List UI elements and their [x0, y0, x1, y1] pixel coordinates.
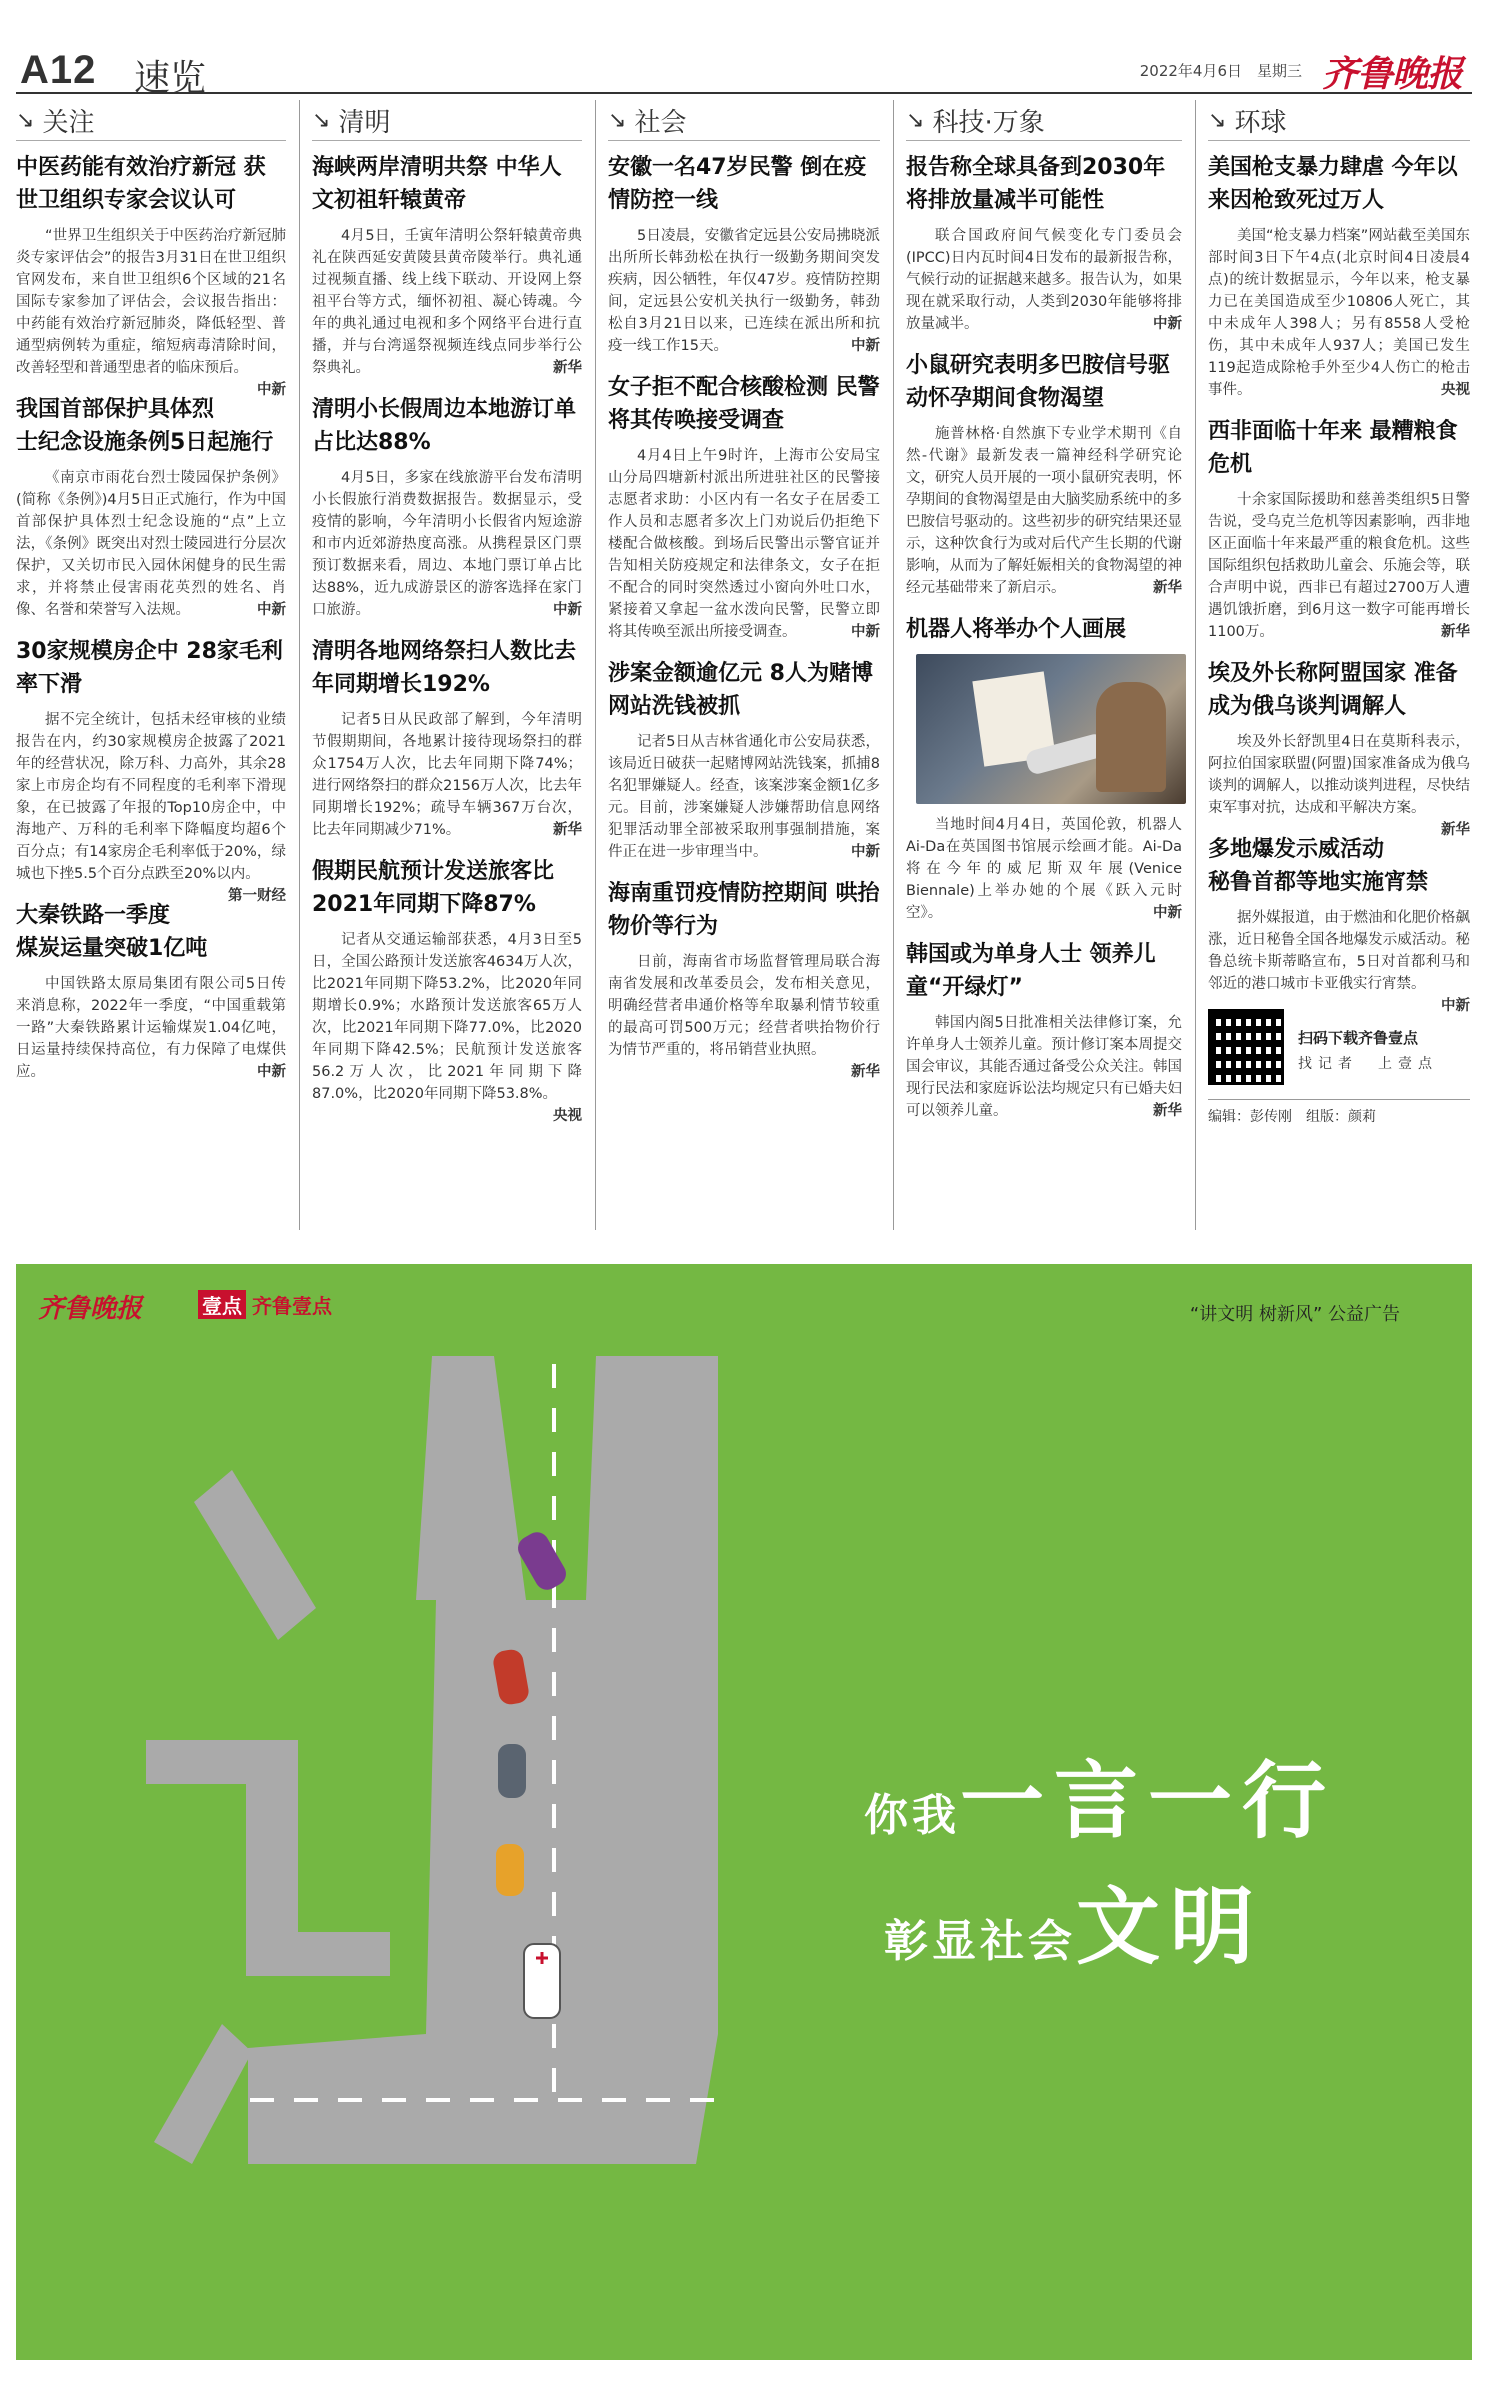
robot-painting-photo	[916, 654, 1186, 804]
article[interactable]	[608, 657, 880, 863]
article[interactable]	[1208, 833, 1470, 1014]
article[interactable]	[16, 899, 286, 1083]
article[interactable]	[906, 613, 1182, 924]
photo-robot-figure	[1096, 682, 1166, 792]
article-source: 新华	[1441, 822, 1470, 838]
arrow-icon: ↘	[312, 107, 331, 133]
ad-app-badge: 壹点	[198, 1290, 246, 1319]
article-source: 中新	[1153, 905, 1182, 921]
column-header: ↘ 关注	[16, 100, 286, 141]
article-source: 中新	[851, 338, 880, 354]
column-divider	[893, 100, 894, 1230]
page-section: 速览	[134, 58, 207, 99]
ad-app-logo: 齐鲁壹点	[252, 1294, 332, 1318]
article[interactable]	[312, 855, 582, 1124]
page-number: A12	[20, 48, 97, 92]
editor-credit: 编辑：彭传刚 组版：颜莉	[1208, 1109, 1376, 1125]
article-headline[interactable]: 海南重罚疫情防控期间 哄抬物价等行为	[608, 881, 880, 939]
article-body: 韩国内阁5日批准相关法律修订案，允许单身人士领养儿童。预计修订案本周提交国会审议，其能否通过备受公众关注。韩国现行民法和家庭诉讼法均规定只有已婚夫妇可以领养儿童。 新华	[906, 1012, 1182, 1122]
article-body: 十余家国际援助和慈善类组织5日警告说，受乌克兰危机等因素影响，西非地区正面临十年来最严重的粮食危机。这些国际组织包括救助儿童会、乐施会等，联合声明中说，西非已有超过2700万人遭遇饥饿折磨，到6月这一数字可能再增长1100万。 新华	[1208, 489, 1470, 643]
article-source: 新华	[553, 822, 582, 838]
masthead	[16, 40, 1472, 99]
article-source: 中新	[851, 844, 880, 860]
article-headline[interactable]: 机器人将举办个人画展	[906, 617, 1127, 642]
column-huanqiu	[1208, 100, 1470, 1230]
article[interactable]	[608, 371, 880, 643]
article[interactable]	[312, 151, 582, 379]
article-headline[interactable]: 西非面临十年来 最糟粮食危机	[1208, 419, 1458, 477]
ad-tagline: “讲文明 树新风” 公益广告	[1189, 1304, 1400, 1325]
article[interactable]	[312, 393, 582, 621]
article-source: 中新	[851, 624, 880, 640]
article-body: 埃及外长舒凯里4日在莫斯科表示，阿拉伯国家联盟(阿盟)国家准备成为俄乌谈判的调解人，以推动谈判进程，尽快结束军事对抗，达成和平解决方案。 新华	[1208, 731, 1470, 819]
column-header: ↘ 社会	[608, 100, 880, 141]
article-headline[interactable]: 30家规模房企中 28家毛利率下滑	[16, 639, 283, 697]
article[interactable]	[16, 151, 286, 398]
qr-block	[1208, 1009, 1470, 1100]
road-dot-stroke	[194, 1470, 316, 1640]
article-body: 中国铁路太原局集团有限公司5日传来消息称，2022年一季度，“中国重载第一路”大秦铁路累计运输煤炭1.04亿吨，日运量持续保持高位，有力保障了电煤供应。 中新	[16, 973, 286, 1083]
article-body: 日前，海南省市场监督管理局联合海南省发展和改革委员会，发布相关意见，明确经营者串通价格等牟取暴利情节较重的最高可罚500万元；经营者哄抬物价行为情节严重的，将吊销营业执照。 新华	[608, 951, 880, 1061]
public-service-ad	[16, 1264, 1472, 2360]
article-body: 记者5日从吉林省通化市公安局获悉，该局近日破获一起赌博网站洗钱案，抓捕8名犯罪嫌疑人。经查，该案涉案金额1亿多元。目前，涉案嫌疑人涉嫌帮助信息网络犯罪活动罪全部被采取刑事强制措施，案件正在进一步审理当中。 中新	[608, 731, 880, 863]
article-headline[interactable]: 大秦铁路一季度 煤炭运量突破1亿吨	[16, 903, 208, 961]
article[interactable]	[312, 635, 582, 841]
article-source: 中新	[1441, 998, 1470, 1014]
article-headline[interactable]: 中医药能有效治疗新冠 获世卫组织专家会议认可	[16, 155, 266, 213]
arrow-icon: ↘	[16, 107, 35, 133]
article-source: 中新	[257, 382, 286, 398]
article-source: 新华	[553, 360, 582, 376]
article[interactable]	[16, 393, 286, 621]
article[interactable]	[1208, 657, 1470, 838]
issue-date: 2022年4月6日 星期三	[1139, 62, 1302, 80]
news-columns	[16, 100, 1472, 1230]
article-body: 4月4日上午9时许，上海市公安局宝山分局四塘新村派出所进驻社区的民警接志愿者求助：小区内有一名女子在居委工作人员和志愿者多次上门劝说后仍拒绝下楼配合做核酸。到场后民警出示警官证并告知相关防疫规定和法律条文，女子在拒不配合的同时突然透过小窗向外吐口水，紧接着又拿起一盆水泼向民警，民警立即将其传唤至派出所接受调查。 中新	[608, 445, 880, 643]
article-headline[interactable]: 海峡两岸清明共祭 中华人文初祖轩辕黄帝	[312, 155, 562, 213]
column-guanzhu	[16, 100, 286, 1230]
arrow-icon: ↘	[1208, 107, 1227, 133]
article-body: 5日凌晨，安徽省定远县公安局拂晓派出所所长韩劲松在执行一级勤务期间突发疾病，因公牺牲，年仅47岁。疫情防控期间，定远县公安机关执行一级勤务，韩劲松自3月21日以来，已连续在派出所和抗疫一线工作15天。 中新	[608, 225, 880, 357]
column-header: ↘ 清明	[312, 100, 582, 141]
article-source: 新华	[851, 1064, 880, 1080]
article-headline[interactable]: 清明各地网络祭扫人数比去年同期增长192%	[312, 639, 577, 697]
article-body: 《南京市雨花台烈士陵园保护条例》(简称《条例》)4月5日正式施行，作为中国首部保护具体烈士纪念设施的“点”上立法，《条例》既突出对烈士陵园进行分层次保护，又关切市民入园休闲健身的民生需求，并将禁止侵害雨花英烈的姓名、肖像、名誉和荣誉写入法规。 中新	[16, 467, 286, 621]
article-headline[interactable]: 美国枪支暴力肆虐 今年以来因枪致死过万人	[1208, 155, 1458, 213]
article[interactable]	[16, 635, 286, 904]
article-source: 中新	[553, 602, 582, 618]
column-divider	[299, 100, 300, 1230]
slogan-line-2: 彰显社会文明	[884, 1877, 1265, 1976]
article-body: 4月5日，多家在线旅游平台发布清明小长假旅行消费数据报告。数据显示，受疫情的影响，今年清明小长假省内短途游和市内近郊游热度高涨。从携程景区门票预订数据来看，周边、本地门票订单占比达88%，近九成游景区的游客选择在家门口旅游。 中新	[312, 467, 582, 621]
article-body: 施普林格·自然旗下专业学术期刊《自然-代谢》最新发表一篇神经科学研究论文，研究人员开展的一项小鼠研究表明，怀孕期间的食物渴望是由大脑奖励系统中的多巴胺信号驱动的。这些初步的研究结果还显示，这种饮食行为或对后代产生长期的代谢影响，从而为了解妊娠相关的食物渴望的神经元基础带来了新启示。 新华	[906, 423, 1182, 599]
article-body: 记者从交通运输部获悉，4月3日至5日，全国公路预计发送旅客4634万人次，比2021年同期下降53.2%，比2020年同期增长0.9%；水路预计发送旅客65万人次，比2021年同期下降77.0%，比2020年同期下降42.5%；民航预计发送旅客56.2万人次，比2021年同期下降87.0%，比2020年同期下降53.8%。 央视	[312, 929, 582, 1105]
column-header: ↘ 环球	[1208, 100, 1470, 141]
article-headline[interactable]: 女子拒不配合核酸检测 民警将其传唤接受调查	[608, 375, 880, 433]
article-headline[interactable]: 涉案金额逾亿元 8人为赌博网站洗钱被抓	[608, 661, 873, 719]
ambulance-icon	[524, 1944, 560, 2018]
road-main	[248, 1356, 718, 2164]
arrow-icon: ↘	[906, 107, 925, 133]
slogan-line-1: 你我一言一行	[864, 1751, 1337, 1850]
article[interactable]	[608, 151, 880, 357]
column-divider	[1195, 100, 1196, 1230]
article-source: 第一财经	[228, 888, 286, 904]
column-shehui	[608, 100, 880, 1230]
article-source: 新华	[1153, 580, 1182, 596]
article[interactable]	[1208, 415, 1470, 643]
article-body: 据不完全统计，包括未经审核的业绩报告在内，约30家规模房企披露了2021年的经营状况，除万科、力高外，其余28家上市房企均有不同程度的毛利率下滑现象，在已披露了年报的Top10房企中，中海地产、万科的毛利率下降幅度均超6个百分点；有14家房企毛利率低于20%，绿城也下挫5.5个百分点跌至20%以内。 第一财经	[16, 709, 286, 885]
article-headline[interactable]: 我国首部保护具体烈士纪念设施条例5日起施行	[16, 397, 274, 455]
article-body: “世界卫生组织关于中医药治疗新冠肺炎专家评估会”的报告3月31日在世卫组织官网发布，来自世卫组织6个区域的21名国际专家参加了评估会，会议报告指出：中药能有效治疗新冠肺炎，降低轻型、普通型病例转为重症，缩短病毒清除时间，改善轻型和普通型患者的临床预后。 中新	[16, 225, 286, 379]
article[interactable]	[906, 938, 1182, 1122]
article-body: 当地时间4月4日，英国伦敦，机器人Ai-Da在英国图书馆展示绘画才能。Ai-Da将在今年的威尼斯双年展(Venice Biennale)上举办她的个展《跃入元时空》。 中新	[906, 814, 1182, 924]
article-body: 记者5日从民政部了解到，今年清明节假期期间，各地累计接待现场祭扫的群众1754万人次，比去年同期下降74%；进行网络祭扫的群众2156万人次，比去年同期增长192%；疏导车辆367万台次，比去年同期减少71%。 新华	[312, 709, 582, 841]
article-body: 美国“枪支暴力档案”网站截至美国东部时间3日下午4点(北京时间4日凌晨4点)的统计数据显示，今年以来，枪支暴力已在美国造成至少10806人死亡，其中未成年人398人；另有8558人受枪伤，其中未成年人937人；美国已发生119起造成除枪手外至少4人伤亡的枪击事件。 央视	[1208, 225, 1470, 401]
column-header: ↘ 科技·万象	[906, 100, 1182, 141]
article[interactable]	[906, 151, 1182, 335]
column-keji	[906, 100, 1182, 1230]
article-source: 中新	[257, 602, 286, 618]
column-qingming	[312, 100, 582, 1230]
newspaper-logo: 齐鲁晚报	[1321, 53, 1462, 95]
article-body: 据外媒报道，由于燃油和化肥价格飙涨，近日秘鲁全国各地爆发示威活动。秘鲁总统卡斯蒂略宣布，5日对首都利马和邻近的港口城市卡亚俄实行宵禁。 中新	[1208, 907, 1470, 995]
qr-caption: 扫码下载齐鲁壹点	[1298, 1029, 1419, 1047]
article-headline[interactable]: 安徽一名47岁民警 倒在疫情防控一线	[608, 155, 867, 213]
road-bend-stroke	[146, 1740, 390, 1976]
article-source: 央视	[553, 1108, 582, 1124]
road-tick-stroke	[154, 2024, 252, 2164]
article[interactable]	[608, 877, 880, 1080]
article-source: 中新	[257, 1064, 286, 1080]
article[interactable]	[906, 349, 1182, 599]
article-source: 新华	[1441, 624, 1470, 640]
column-divider	[595, 100, 596, 1230]
qr-subcaption: 找记者 上壹点	[1298, 1056, 1438, 1072]
arrow-icon: ↘	[608, 107, 627, 133]
article-headline[interactable]: 埃及外长称阿盟国家 准备成为俄乌谈判调解人	[1208, 661, 1458, 719]
article-headline[interactable]: 韩国或为单身人士 领养儿童“开绿灯”	[906, 942, 1156, 1000]
article-body: 联合国政府间气候变化专门委员会(IPCC)日内瓦时间4日发布的最新报告称，气候行动的证据越来越多。报告认为，如果现在就采取行动，人类到2030年能够将排放量减半。 中新	[906, 225, 1182, 335]
gray-car-icon	[498, 1744, 526, 1798]
article-headline[interactable]: 小鼠研究表明多巴胺信号驱动怀孕期间食物渴望	[906, 353, 1171, 411]
article-source: 央视	[1441, 382, 1470, 398]
ad-newspaper-logo: 齐鲁晚报	[38, 1294, 143, 1324]
article-body: 4月5日，壬寅年清明公祭轩辕黄帝典礼在陕西延安黄陵县黄帝陵举行。典礼通过视频直播、线上线下联动、开设网上祭祖平台等方式，缅怀初祖、凝心铸魂。今年的典礼通过电视和多个网络平台进行直播，并与台湾遥祭视频连线点同步举行公祭典礼。 新华	[312, 225, 582, 379]
article-headline[interactable]: 假期民航预计发送旅客比2021年同期下降87%	[312, 859, 555, 917]
article[interactable]	[1208, 151, 1470, 401]
article-headline[interactable]: 清明小长假周边本地游订单占比达88%	[312, 397, 577, 455]
article-source: 新华	[1153, 1103, 1182, 1119]
article-source: 中新	[1153, 316, 1182, 332]
article-headline[interactable]: 多地爆发示威活动 秘鲁首都等地实施宵禁	[1208, 837, 1429, 895]
article-headline[interactable]: 报告称全球具备到2030年将排放量减半可能性	[906, 155, 1166, 213]
yellow-car-icon	[496, 1844, 524, 1896]
qr-code-icon[interactable]	[1208, 1009, 1284, 1085]
